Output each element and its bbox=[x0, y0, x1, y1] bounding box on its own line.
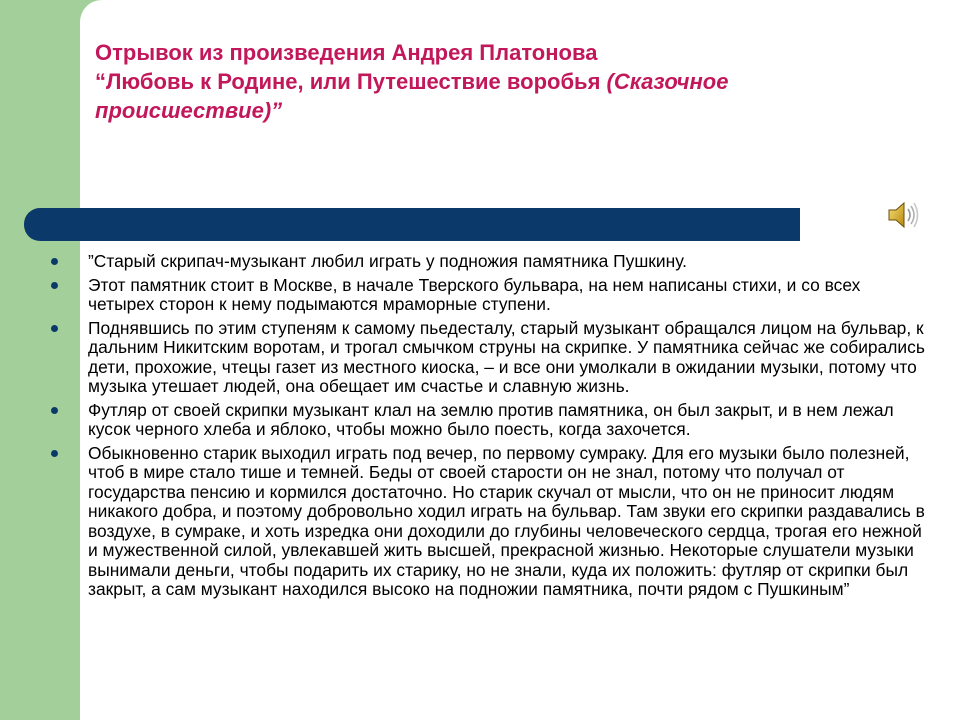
bullet-text: Этот памятник стоит в Москве, в начале Тверского бульвара, на нем написаны стихи, и со всех четырех сторон к нему подымаются мраморные ступени. bbox=[88, 274, 861, 314]
bullet-text: Поднявшись по этим ступеням к самому пьедесталу, старый музыкант обращался лицом на бульвар, к дальним Никитским воротам, и трогал смычком струны на скрипке. У памятника сейчас же собирались дети, прохожие, чтецы газет из местного киоска, – и все они умолкали в ожидании музыки, потому что музыка утешает людей, она обещает им счастье и славную жизнь. bbox=[88, 317, 925, 396]
list-item bbox=[40, 252, 930, 272]
speaker-icon-graphic bbox=[886, 198, 922, 232]
bullet-text: Обыкновенно старик выходил играть под вечер, по первому сумраку. Для его музыки было полезней, чтоб в мире стало тише и темней. Беды от своей старости он не знал, потому что получал от государства пенсию и кормился достаточно. Но старик скучал от мысли, что он не приносит людям никакого добра, и поэтому добровольно ходил играть на бульвар. Там звуки его скрипки раздавались в воздухе, в сумраке, и хоть изредка они доходили до глубины человеческого сердца, трогая его нежной и мужественной силой, увлекавшей жить высшей, прекрасной жизнью. Некоторые слушатели музыки вынимали деньги, чтобы подарить их старику, но не знали, куда их положить: футляр от скрипки был закрыт, а сам музыкант находился высоко на подножии памятника, почти рядом с Пушкиным” bbox=[88, 442, 925, 599]
list-item bbox=[40, 319, 930, 397]
bullet-dot-icon bbox=[51, 258, 58, 265]
list-item bbox=[40, 401, 930, 440]
bullet-dot-icon bbox=[51, 450, 58, 457]
bullet-dot-icon bbox=[51, 282, 58, 289]
bullet-dot-icon bbox=[51, 325, 58, 332]
bullet-list bbox=[40, 252, 930, 604]
bullet-dot-icon bbox=[51, 407, 58, 414]
bullet-text: ”Старый скрипач-музыкант любил играть у подножия памятника Пушкину. bbox=[88, 251, 688, 271]
title-line-2: “Любовь к Родине, или Путешествие воробья bbox=[95, 69, 607, 94]
list-item bbox=[40, 276, 930, 315]
slide-title bbox=[95, 38, 915, 125]
title-divider-band bbox=[24, 208, 800, 241]
speaker-icon[interactable] bbox=[886, 198, 922, 232]
title-line-1: Отрывок из произведения Андрея Платонова bbox=[95, 40, 598, 65]
title-italic: (Сказочное происшествие)” bbox=[95, 69, 729, 123]
list-item bbox=[40, 444, 930, 600]
bullet-text: Футляр от своей скрипки музыкант клал на землю против памятника, он был закрыт, и в нем лежал кусок черного хлеба и яблоко, чтобы можно было поесть, когда захочется. bbox=[88, 399, 894, 439]
